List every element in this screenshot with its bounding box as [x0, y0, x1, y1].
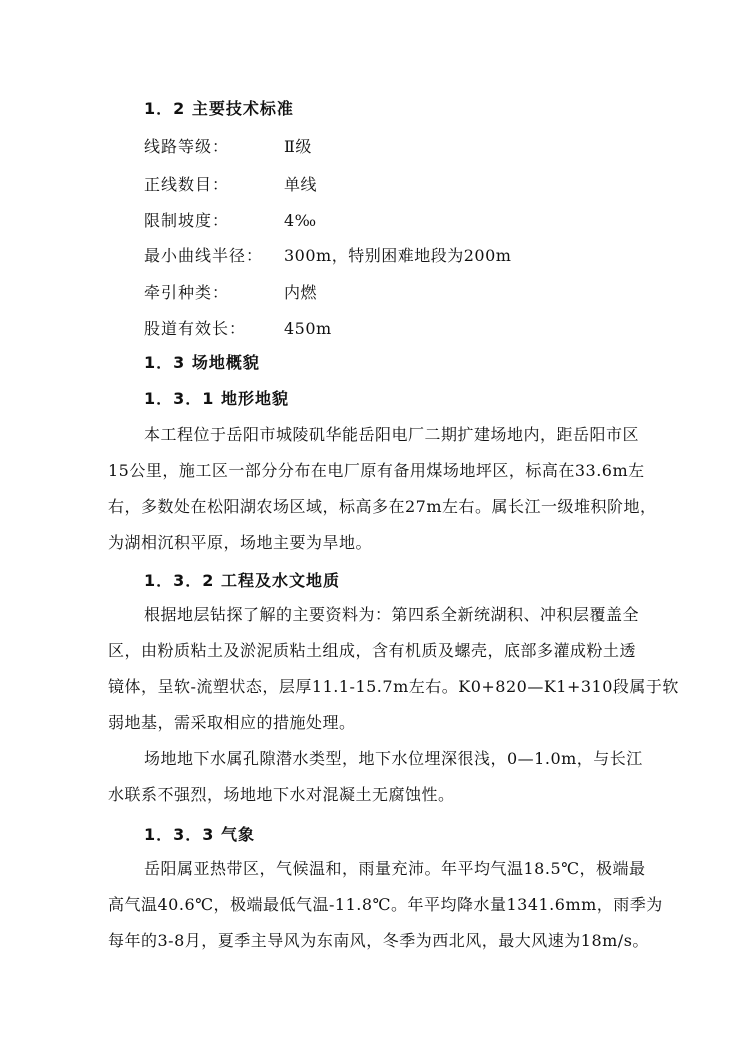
standard-row-line-grade	[144, 134, 312, 157]
paragraph-groundwater	[108, 748, 684, 820]
standard-label: 限制坡度：	[144, 211, 230, 230]
standard-value: 内燃	[284, 283, 318, 302]
section-heading-1-3-3: 1．3．3 气象	[144, 825, 255, 844]
standard-label: 牵引种类：	[144, 283, 230, 302]
standard-value: 300m，特别困难地段为200m	[284, 246, 512, 265]
section-heading-1-3: 1．3 场地概貌	[144, 353, 260, 372]
paragraph-line: 为湖相沉积平原，场地主要为旱地。	[108, 533, 373, 552]
paragraph-line: 每年的3-8月，夏季主导风为东南风，冬季为西北风，最大风速为18m/s。	[108, 931, 649, 950]
standard-value: Ⅱ级	[284, 137, 312, 156]
paragraph-line: 弱地基，需采取相应的措施处理。	[108, 713, 356, 732]
paragraph-line: 高气温40.6℃，极端最低气温-11.8℃。年平均降水量1341.6mm，雨季为	[108, 895, 663, 914]
paragraph-line: 岳阳属亚热带区，气候温和，雨量充沛。年平均气温18.5℃，极端最	[144, 859, 646, 878]
paragraph-line: 本工程位于岳阳市城陵矶华能岳阳电厂二期扩建场地内，距岳阳市区	[144, 425, 640, 444]
paragraph-line: 右，多数处在松阳湖农场区域，标高多在27m左右。属长江一级堆积阶地，	[108, 497, 657, 516]
standard-label: 股道有效长：	[144, 319, 247, 338]
standard-label: 线路等级：	[144, 137, 230, 156]
standard-label: 最小曲线半径：	[144, 246, 264, 265]
standard-row-main-lines	[144, 172, 317, 195]
paragraph-line: 场地地下水属孔隙潜水类型，地下水位埋深很浅，0—1.0m，与长江	[144, 749, 643, 768]
standard-value: 单线	[284, 175, 318, 194]
standard-row-traction-type	[144, 280, 317, 303]
section-heading-1-2: 1．2 主要技术标准	[144, 99, 294, 118]
paragraph-terrain	[108, 424, 684, 568]
paragraph-line: 15公里，施工区一部分分布在电厂原有备用煤场地坪区，标高在33.6m左	[108, 461, 645, 480]
paragraph-line: 水联系不强烈，场地地下水对混凝土无腐蚀性。	[108, 785, 455, 804]
standard-row-track-length	[144, 316, 332, 339]
paragraph-geology	[108, 604, 684, 748]
standard-value: 450m	[284, 319, 332, 338]
standard-row-min-curve-radius	[144, 243, 511, 266]
paragraph-line: 镜体，呈软-流塑状态，层厚11.1-15.7m左右。K0+820—K1+310段属于软	[108, 677, 679, 696]
standard-value: 4‰	[284, 211, 317, 230]
section-heading-1-3-2: 1．3．2 工程及水文地质	[144, 571, 340, 590]
paragraph-climate	[108, 858, 684, 966]
standard-label: 正线数目：	[144, 175, 230, 194]
paragraph-line: 根据地层钻探了解的主要资料为：第四系全新统湖积、冲积层覆盖全	[144, 605, 640, 624]
paragraph-line: 区，由粉质粘土及淤泥质粘土组成，含有机质及螺壳，底部多灌成粉土透	[108, 641, 637, 660]
section-heading-1-3-1: 1．3．1 地形地貌	[144, 389, 289, 408]
standard-row-ruling-grade	[144, 208, 317, 231]
